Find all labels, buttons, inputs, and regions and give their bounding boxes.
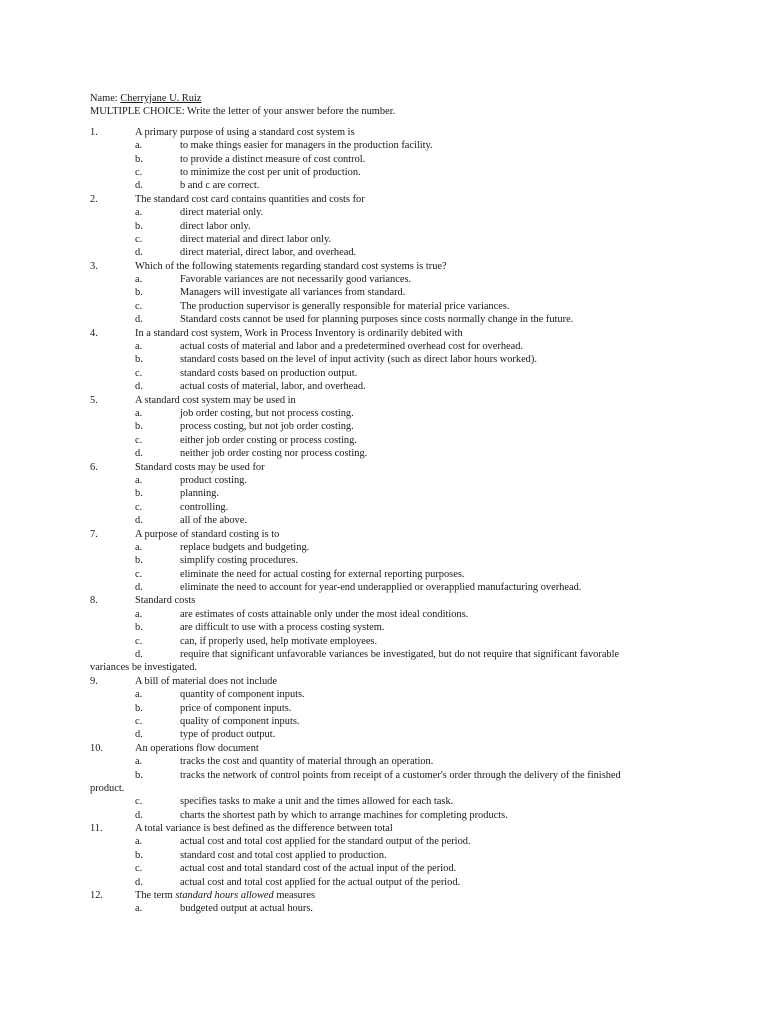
option-text: standard costs based on production output. bbox=[180, 367, 358, 379]
question-line bbox=[90, 528, 690, 541]
student-name: Cherryjane U. Ruiz bbox=[120, 93, 202, 104]
option-letter: a. bbox=[135, 474, 143, 486]
instructions-text: Write the letter of your answer before the number. bbox=[187, 106, 396, 118]
option-letter: d. bbox=[135, 180, 143, 192]
question-line bbox=[90, 394, 690, 407]
option-letter: a. bbox=[135, 836, 143, 848]
option-text: standard cost and total cost applied to production. bbox=[180, 849, 387, 861]
answer-option bbox=[90, 554, 690, 567]
question-number: 9. bbox=[90, 675, 98, 687]
answer-option bbox=[90, 702, 690, 715]
question-text bbox=[135, 889, 315, 902]
question-text: A primary purpose of using a standard cost system is bbox=[135, 126, 355, 138]
option-text: are estimates of costs attainable only under the most ideal conditions. bbox=[180, 608, 469, 620]
question-text: Standard costs may be used for bbox=[135, 461, 265, 473]
option-letter: c. bbox=[135, 635, 143, 647]
option-letter: b. bbox=[135, 622, 143, 634]
question-line bbox=[90, 260, 690, 273]
option-text: either job order costing or process costing. bbox=[180, 434, 357, 446]
answer-option bbox=[90, 313, 690, 326]
answer-option bbox=[90, 286, 690, 299]
question-number: 12. bbox=[90, 890, 103, 902]
option-letter: c. bbox=[135, 501, 143, 513]
answer-option bbox=[90, 300, 690, 313]
question-number: 5. bbox=[90, 394, 98, 406]
question-line bbox=[90, 126, 690, 139]
question-text: The standard cost card contains quantities and costs for bbox=[135, 193, 365, 205]
option-text: direct material and direct labor only. bbox=[180, 233, 332, 245]
answer-option bbox=[90, 769, 690, 782]
answer-option bbox=[90, 340, 690, 353]
option-text: eliminate the need for actual costing for external reporting purposes. bbox=[180, 568, 465, 580]
option-letter: a. bbox=[135, 903, 143, 915]
option-letter: c. bbox=[135, 233, 143, 245]
question-text-part: The term bbox=[135, 890, 176, 902]
option-letter: d. bbox=[135, 729, 143, 741]
option-letter: d. bbox=[135, 515, 143, 527]
answer-option bbox=[90, 755, 690, 768]
answer-option bbox=[90, 648, 690, 661]
question-number: 6. bbox=[90, 461, 98, 473]
answer-option bbox=[90, 407, 690, 420]
option-text: actual costs of material and labor and a predetermined overhead cost for overhead. bbox=[180, 341, 524, 353]
answer-option bbox=[90, 380, 690, 393]
option-letter: b. bbox=[135, 769, 143, 781]
answer-option bbox=[90, 206, 690, 219]
option-letter: b. bbox=[135, 220, 143, 232]
answer-option bbox=[90, 447, 690, 460]
option-text: quantity of component inputs. bbox=[180, 689, 305, 701]
option-letter: d. bbox=[135, 314, 143, 326]
option-letter: c. bbox=[135, 796, 143, 808]
option-letter: b. bbox=[135, 849, 143, 861]
option-continuation-line bbox=[90, 782, 690, 795]
option-text: actual cost and total cost applied for the actual output of the period. bbox=[180, 876, 461, 888]
question-line bbox=[90, 675, 690, 688]
answer-option bbox=[90, 166, 690, 179]
option-letter: d. bbox=[135, 582, 143, 594]
option-text: b and c are correct. bbox=[180, 180, 260, 192]
option-letter: a. bbox=[135, 140, 143, 152]
question-line bbox=[90, 461, 690, 474]
option-letter: c. bbox=[135, 568, 143, 580]
option-text: quality of component inputs. bbox=[180, 715, 300, 727]
answer-option bbox=[90, 474, 690, 487]
question-text: A standard cost system may be used in bbox=[135, 394, 296, 406]
question-text-part: measures bbox=[273, 890, 315, 902]
option-letter: d. bbox=[135, 247, 143, 259]
question-number: 2. bbox=[90, 193, 98, 205]
answer-option bbox=[90, 635, 690, 648]
option-continuation-text: variances be investigated. bbox=[90, 662, 198, 674]
question-text: A purpose of standard costing is to bbox=[135, 528, 280, 540]
answer-option bbox=[90, 233, 690, 246]
question-text: An operations flow document bbox=[135, 742, 259, 754]
option-text: process costing, but not job order costing. bbox=[180, 421, 354, 433]
option-text: job order costing, but not process costing. bbox=[180, 407, 354, 419]
option-text: tracks the cost and quantity of material through an operation. bbox=[180, 756, 434, 768]
option-text: eliminate the need to account for year-end underapplied or overapplied manufacturing overhead. bbox=[180, 582, 582, 594]
option-text: to provide a distinct measure of cost control. bbox=[180, 153, 366, 165]
option-text: neither job order costing nor process costing. bbox=[180, 448, 368, 460]
question-number: 1. bbox=[90, 126, 98, 138]
option-text: controlling. bbox=[180, 501, 229, 513]
option-text: Standard costs cannot be used for planning purposes since costs normally change in the future. bbox=[180, 314, 574, 326]
answer-option bbox=[90, 795, 690, 808]
option-text: product costing. bbox=[180, 474, 247, 486]
answer-option bbox=[90, 487, 690, 500]
answer-option bbox=[90, 568, 690, 581]
option-letter: a. bbox=[135, 274, 143, 286]
option-text: can, if properly used, help motivate employees. bbox=[180, 635, 378, 647]
option-letter: c. bbox=[135, 715, 143, 727]
answer-option bbox=[90, 273, 690, 286]
option-text: Managers will investigate all variances from standard. bbox=[180, 287, 406, 299]
question-line bbox=[90, 742, 690, 755]
option-text: direct material, direct labor, and overhead. bbox=[180, 247, 357, 259]
option-letter: a. bbox=[135, 341, 143, 353]
name-label: Name: bbox=[90, 93, 118, 104]
option-text: The production supervisor is generally responsible for material price variances. bbox=[180, 300, 510, 312]
option-text: to make things easier for managers in the production facility. bbox=[180, 140, 433, 152]
instructions-label: MULTIPLE CHOICE: bbox=[90, 106, 185, 118]
answer-option bbox=[90, 862, 690, 875]
question-line bbox=[90, 822, 690, 835]
name-line bbox=[90, 92, 690, 105]
option-text: actual cost and total cost applied for the standard output of the period. bbox=[180, 836, 471, 848]
option-text: Favorable variances are not necessarily good variances. bbox=[180, 274, 412, 286]
answer-option bbox=[90, 581, 690, 594]
answer-option bbox=[90, 835, 690, 848]
option-letter: d. bbox=[135, 809, 143, 821]
answer-option bbox=[90, 541, 690, 554]
header-spacer bbox=[90, 119, 690, 126]
answer-option bbox=[90, 688, 690, 701]
option-text: budgeted output at actual hours. bbox=[180, 903, 314, 915]
option-letter: d. bbox=[135, 649, 143, 661]
option-letter: c. bbox=[135, 166, 143, 178]
option-letter: a. bbox=[135, 541, 143, 553]
question-number: 3. bbox=[90, 260, 98, 272]
option-letter: b. bbox=[135, 421, 143, 433]
question-number: 4. bbox=[90, 327, 98, 339]
option-text: all of the above. bbox=[180, 515, 247, 527]
option-letter: c. bbox=[135, 367, 143, 379]
option-text: price of component inputs. bbox=[180, 702, 292, 714]
answer-option bbox=[90, 139, 690, 152]
question-line bbox=[90, 594, 690, 607]
option-text: planning. bbox=[180, 488, 219, 500]
option-letter: d. bbox=[135, 876, 143, 888]
question-text: A total variance is best defined as the difference between total bbox=[135, 823, 393, 835]
answer-option bbox=[90, 501, 690, 514]
answer-option bbox=[90, 715, 690, 728]
option-text: tracks the network of control points from receipt of a customer's order through the delivery of the finished bbox=[180, 769, 621, 781]
option-letter: d. bbox=[135, 448, 143, 460]
option-text: are difficult to use with a process costing system. bbox=[180, 622, 385, 634]
answer-option bbox=[90, 246, 690, 259]
option-text: standard costs based on the level of input activity (such as direct labor hours worked). bbox=[180, 354, 537, 366]
question-text-italic: standard hours allowed bbox=[175, 890, 274, 902]
option-text: simplify costing procedures. bbox=[180, 555, 299, 567]
option-letter: a. bbox=[135, 689, 143, 701]
answer-option bbox=[90, 621, 690, 634]
answer-option bbox=[90, 728, 690, 741]
option-letter: a. bbox=[135, 207, 143, 219]
option-text: require that significant unfavorable variances be investigated, but do not require that significant favorable bbox=[180, 649, 620, 661]
answer-option bbox=[90, 849, 690, 862]
option-letter: b. bbox=[135, 354, 143, 366]
question-text: A bill of material does not include bbox=[135, 675, 277, 687]
option-letter: c. bbox=[135, 300, 143, 312]
option-letter: b. bbox=[135, 287, 143, 299]
question-number: 11. bbox=[90, 823, 103, 835]
question-number: 10. bbox=[90, 742, 103, 754]
option-text: specifies tasks to make a unit and the times allowed for each task. bbox=[180, 796, 454, 808]
option-letter: c. bbox=[135, 434, 143, 446]
answer-option bbox=[90, 514, 690, 527]
answer-option bbox=[90, 420, 690, 433]
question-text: In a standard cost system, Work in Process Inventory is ordinarily debited with bbox=[135, 327, 463, 339]
question-text: Which of the following statements regarding standard cost systems is true? bbox=[135, 260, 447, 272]
question-number: 8. bbox=[90, 595, 98, 607]
option-letter: a. bbox=[135, 608, 143, 620]
question-text: Standard costs bbox=[135, 595, 196, 607]
answer-option bbox=[90, 153, 690, 166]
option-letter: b. bbox=[135, 488, 143, 500]
answer-option bbox=[90, 220, 690, 233]
option-text: actual costs of material, labor, and overhead. bbox=[180, 381, 366, 393]
question-list bbox=[90, 126, 690, 916]
answer-option bbox=[90, 876, 690, 889]
option-text: replace budgets and budgeting. bbox=[180, 541, 310, 553]
question-line bbox=[90, 327, 690, 340]
option-text: actual cost and total standard cost of the actual input of the period. bbox=[180, 863, 457, 875]
answer-option bbox=[90, 809, 690, 822]
option-text: type of product output. bbox=[180, 729, 276, 741]
answer-option bbox=[90, 902, 690, 915]
quiz-document bbox=[90, 92, 690, 916]
option-text: to minimize the cost per unit of production. bbox=[180, 166, 361, 178]
question-number: 7. bbox=[90, 528, 98, 540]
option-letter: b. bbox=[135, 702, 143, 714]
answer-option bbox=[90, 353, 690, 366]
option-letter: b. bbox=[135, 555, 143, 567]
option-letter: c. bbox=[135, 863, 143, 875]
option-text: direct material only. bbox=[180, 207, 264, 219]
answer-option bbox=[90, 179, 690, 192]
option-continuation-line bbox=[90, 661, 690, 674]
option-continuation-text: product. bbox=[90, 782, 125, 794]
option-letter: b. bbox=[135, 153, 143, 165]
instructions-line bbox=[90, 105, 690, 118]
option-text: charts the shortest path by which to arrange machines for completing products. bbox=[180, 809, 508, 821]
answer-option bbox=[90, 434, 690, 447]
option-letter: a. bbox=[135, 407, 143, 419]
option-letter: d. bbox=[135, 381, 143, 393]
option-letter: a. bbox=[135, 756, 143, 768]
question-line bbox=[90, 889, 690, 902]
option-text: direct labor only. bbox=[180, 220, 251, 232]
question-line bbox=[90, 193, 690, 206]
answer-option bbox=[90, 608, 690, 621]
answer-option bbox=[90, 367, 690, 380]
